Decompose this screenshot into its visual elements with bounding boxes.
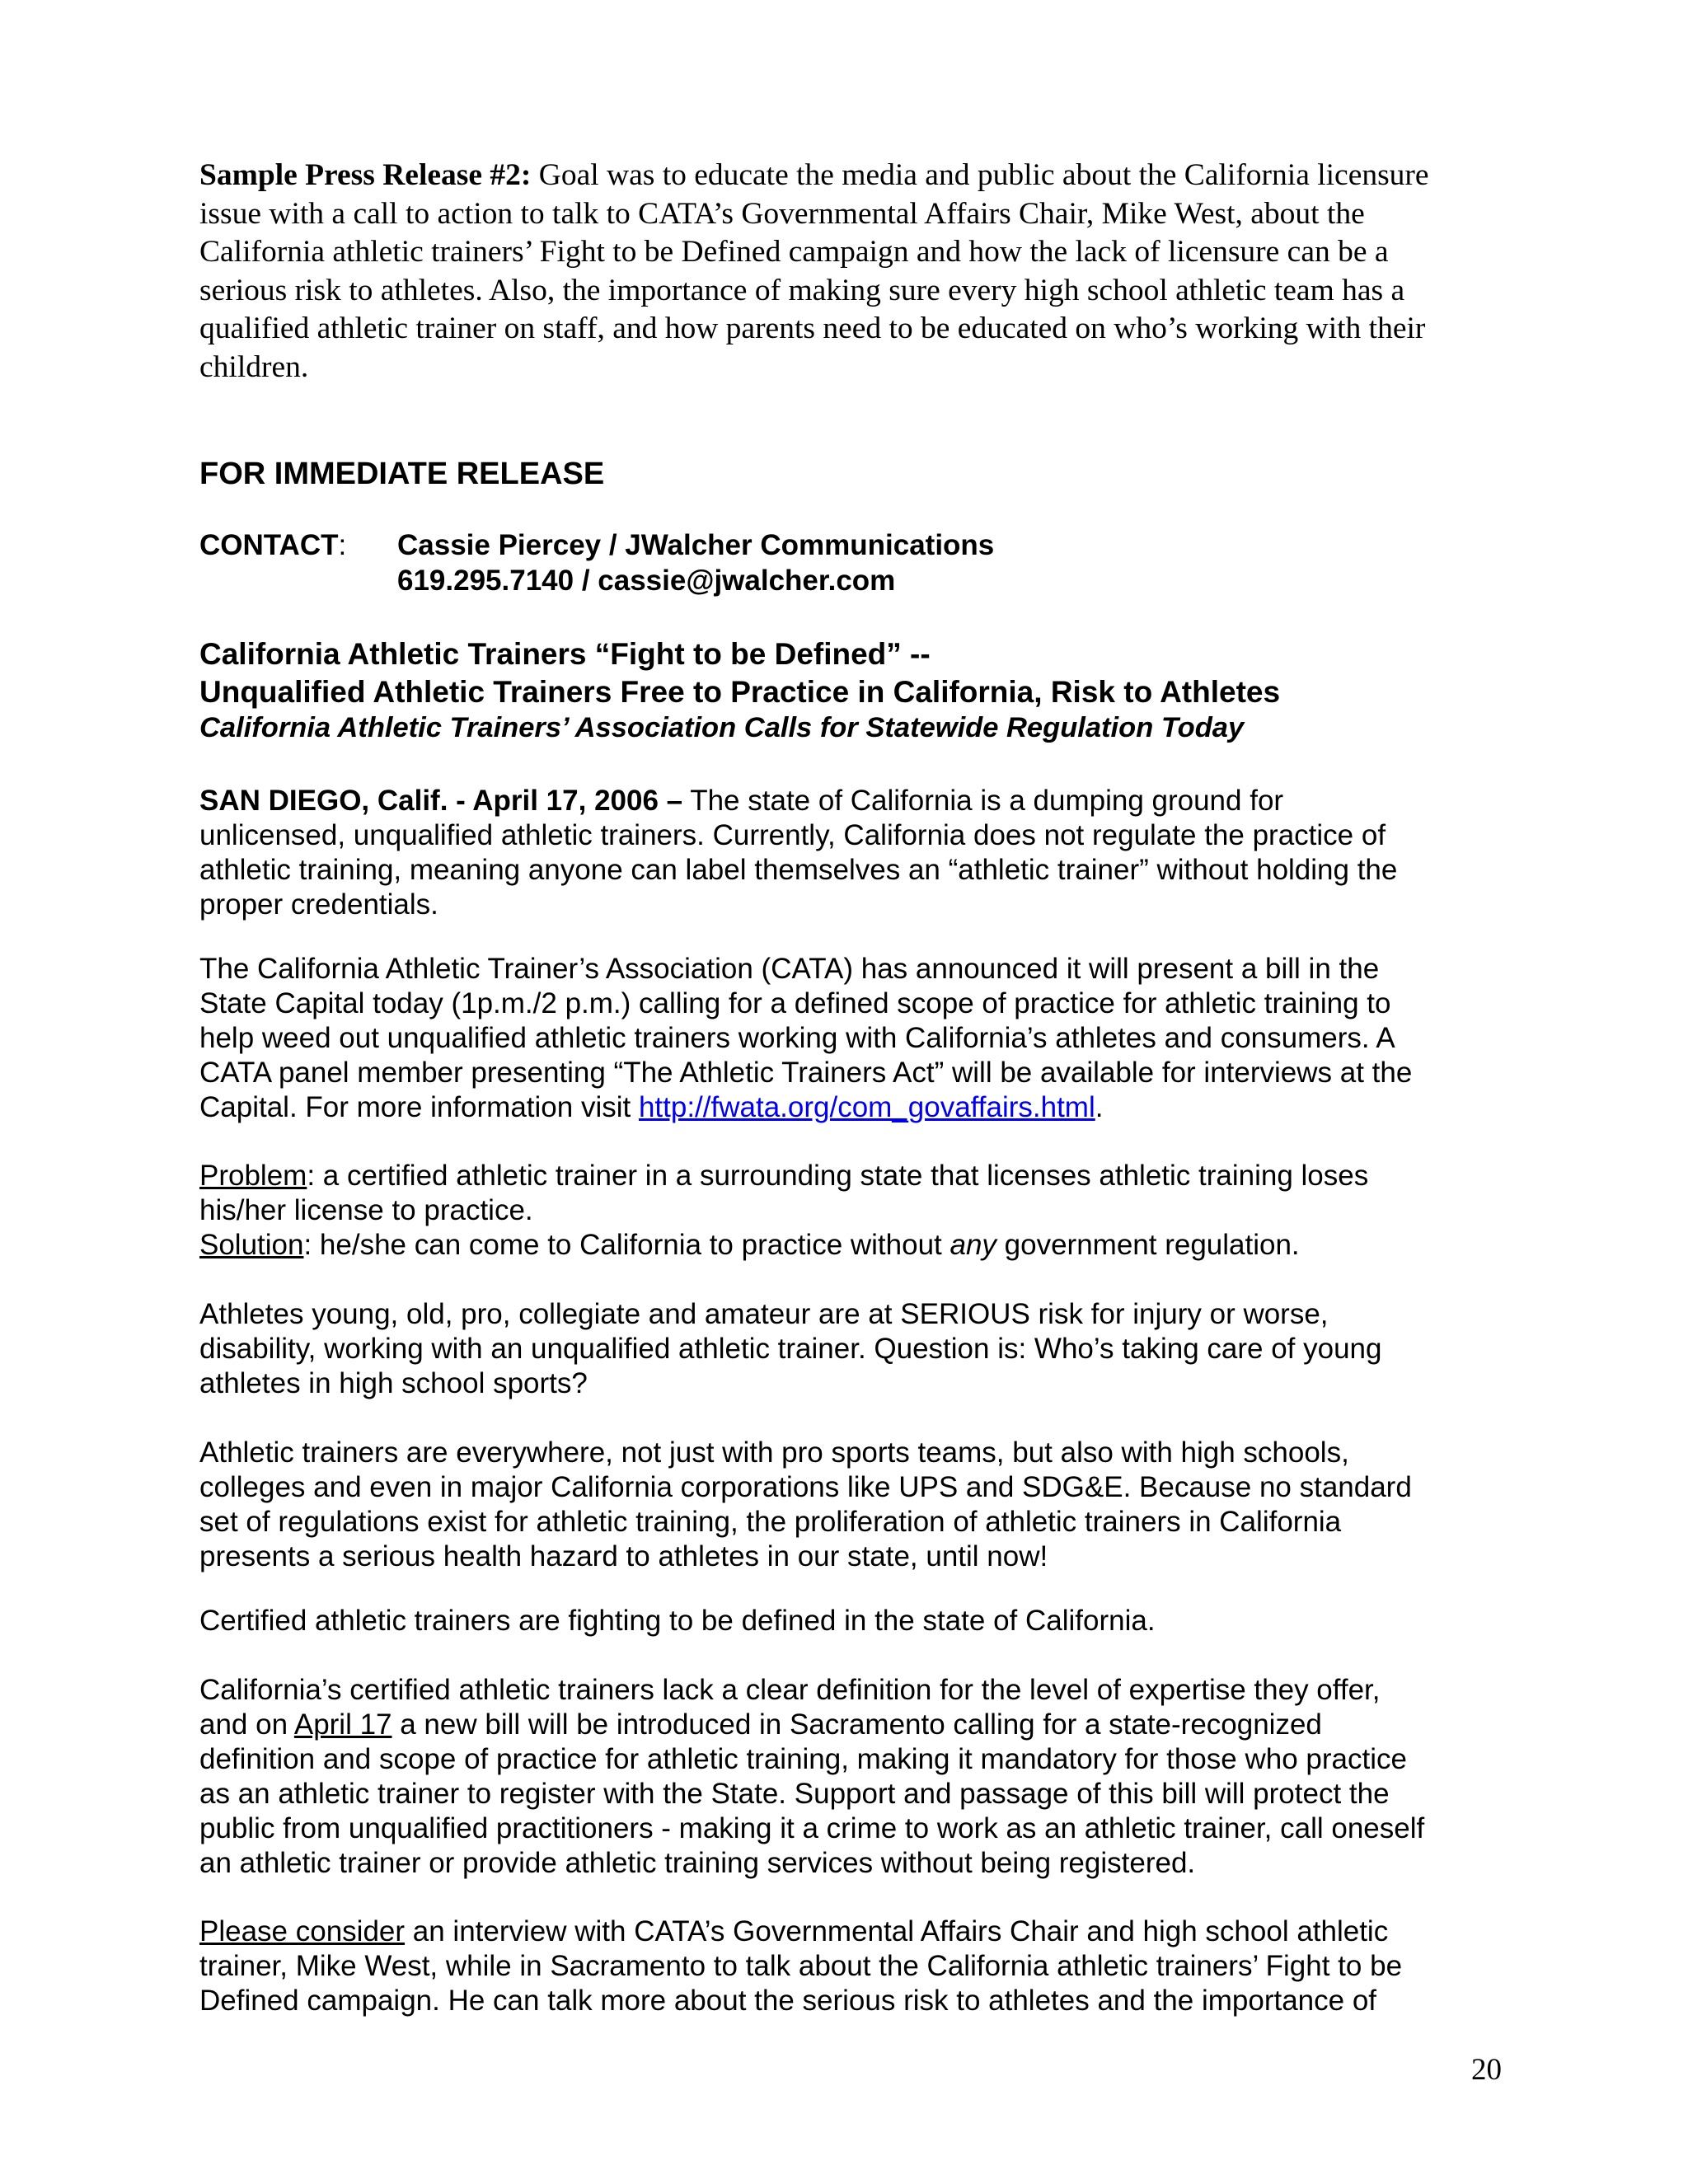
headline (199, 635, 1502, 711)
text-line: set of regulations exist for athletic training, the proliferation of athletic trainers in California (199, 1506, 1342, 1538)
text-line: proper credentials. (199, 888, 438, 921)
text-line: Athletic trainers are everywhere, not just with pro sports teams, but also with high schools, (199, 1436, 1349, 1469)
text-line: Capital. For more information visit (199, 1091, 639, 1123)
body-paragraph-1 (199, 784, 1502, 922)
text-line: Athletes young, old, pro, collegiate and amateur are at SERIOUS risk for injury or worse, (199, 1298, 1329, 1330)
contact-block (199, 527, 1502, 598)
text-line: trainer, Mike West, while in Sacramento to talk about the California athletic trainers’ Fight to be (199, 1950, 1403, 1982)
govaffairs-link[interactable]: http://fwata.org/com_govaffairs.html (638, 1091, 1095, 1123)
text-line: an athletic trainer or provide athletic training services without being registered. (199, 1847, 1196, 1879)
text-line: athletic training, meaning anyone can label themselves an “athletic trainer” without holding the (199, 854, 1398, 886)
text-line: CATA panel member presenting “The Athletic Trainers Act” will be available for interviews at the (199, 1057, 1413, 1089)
headline-line-2: Unqualified Athletic Trainers Free to Practice in California, Risk to Athletes (199, 675, 1281, 709)
emphasis-any: any (950, 1229, 996, 1261)
intro-line: Goal was to educate the media and public about the California licensure (531, 158, 1429, 192)
text-line: an interview with CATA’s Governmental Affairs Chair and high school athletic (405, 1915, 1389, 1947)
text-line: California’s certified athletic trainers lack a clear definition for the level of expertise they offer, (199, 1674, 1381, 1706)
intro-line: California athletic trainers’ Fight to be Defined campaign and how the lack of licensure can be a (199, 235, 1389, 269)
body-paragraph-7 (199, 1673, 1502, 1881)
please-consider: Please consider (199, 1915, 406, 1947)
intro-line: serious risk to athletes. Also, the importance of making sure every high school athletic team has a (199, 273, 1405, 307)
text-line: The California Athletic Trainer’s Association (CATA) has announced it will present a bill in the (199, 953, 1380, 985)
text-line: presents a serious health hazard to athletes in our state, until now! (199, 1540, 1048, 1572)
april-17-date: April 17 (293, 1708, 392, 1741)
text-line: : a certified athletic trainer in a surrounding state that licenses athletic training loses (307, 1160, 1369, 1192)
text-line: athletes in high school sports? (199, 1367, 588, 1399)
intro-paragraph (199, 157, 1502, 387)
intro-line: qualified athletic trainer on staff, and how parents need to be educated on who’s working with their (199, 312, 1426, 345)
contact-name: Cassie Piercey / JWalcher Communications (397, 529, 995, 561)
subheadline: California Athletic Trainers’ Association Calls for Statewide Regulation Today (199, 712, 1245, 743)
text-line: and on (199, 1708, 294, 1741)
release-label: FOR IMMEDIATE RELEASE (199, 457, 605, 491)
body-paragraph-6 (199, 1604, 1502, 1638)
intro-label: Sample Press Release #2: (199, 158, 532, 192)
text-line: unlicensed, unqualified athletic trainers. Currently, California does not regulate the practice of (199, 819, 1386, 851)
text-line: as an athletic trainer to register with the State. Support and passage of this bill will protect the (199, 1778, 1390, 1810)
intro-line: children. (199, 349, 309, 384)
text-line: definition and scope of practice for athletic training, making it mandatory for those who practice (199, 1743, 1407, 1775)
text-line: colleges and even in major California corporations like UPS and SDG&E. Because no standard (199, 1471, 1412, 1503)
headline-line-1: California Athletic Trainers “Fight to be Defined” -- (199, 637, 931, 671)
text-line: his/her license to practice. (199, 1194, 533, 1226)
text-line: State Capital today (1p.m./2 p.m.) calling for a defined scope of practice for athletic training to (199, 987, 1391, 1019)
body-paragraph-2 (199, 952, 1502, 1125)
text-line: government regulation. (996, 1229, 1300, 1261)
text-line: help weed out unqualified athletic trainers working with California’s athletes and consumers. A (199, 1022, 1395, 1054)
body-paragraph-8 (199, 1915, 1502, 2018)
body-paragraph-4 (199, 1297, 1502, 1401)
contact-phone-email: 619.295.7140 / cassie@jwalcher.com (397, 565, 896, 597)
body-paragraph-3 (199, 1159, 1502, 1263)
text-line: The state of California is a dumping ground for (682, 785, 1284, 817)
text-line: Certified athletic trainers are fighting to be defined in the state of California. (199, 1605, 1156, 1637)
body-paragraph-5 (199, 1436, 1502, 1574)
text-line: public from unqualified practitioners - making it a crime to work as an athletic trainer, call oneself (199, 1812, 1425, 1844)
dateline: SAN DIEGO, Calif. - April 17, 2006 – (199, 785, 683, 817)
page-number: 20 (1471, 2053, 1502, 2087)
period: . (1095, 1091, 1104, 1123)
problem-label: Problem (199, 1160, 307, 1192)
intro-line: issue with a call to action to talk to CATA’s Governmental Affairs Chair, Mike West, about the (199, 196, 1365, 231)
text-line: a new bill will be introduced in Sacramento calling for a state-recognized (392, 1708, 1322, 1741)
text-line: : he/she can come to California to practice without (303, 1229, 950, 1261)
contact-label: CONTACT: (199, 529, 347, 561)
text-line: disability, working with an unqualified athletic trainer. Question is: Who’s taking care of young (199, 1333, 1382, 1365)
text-line: Defined campaign. He can talk more about the serious risk to athletes and the importance of (199, 1985, 1377, 2017)
solution-label: Solution (199, 1229, 304, 1261)
